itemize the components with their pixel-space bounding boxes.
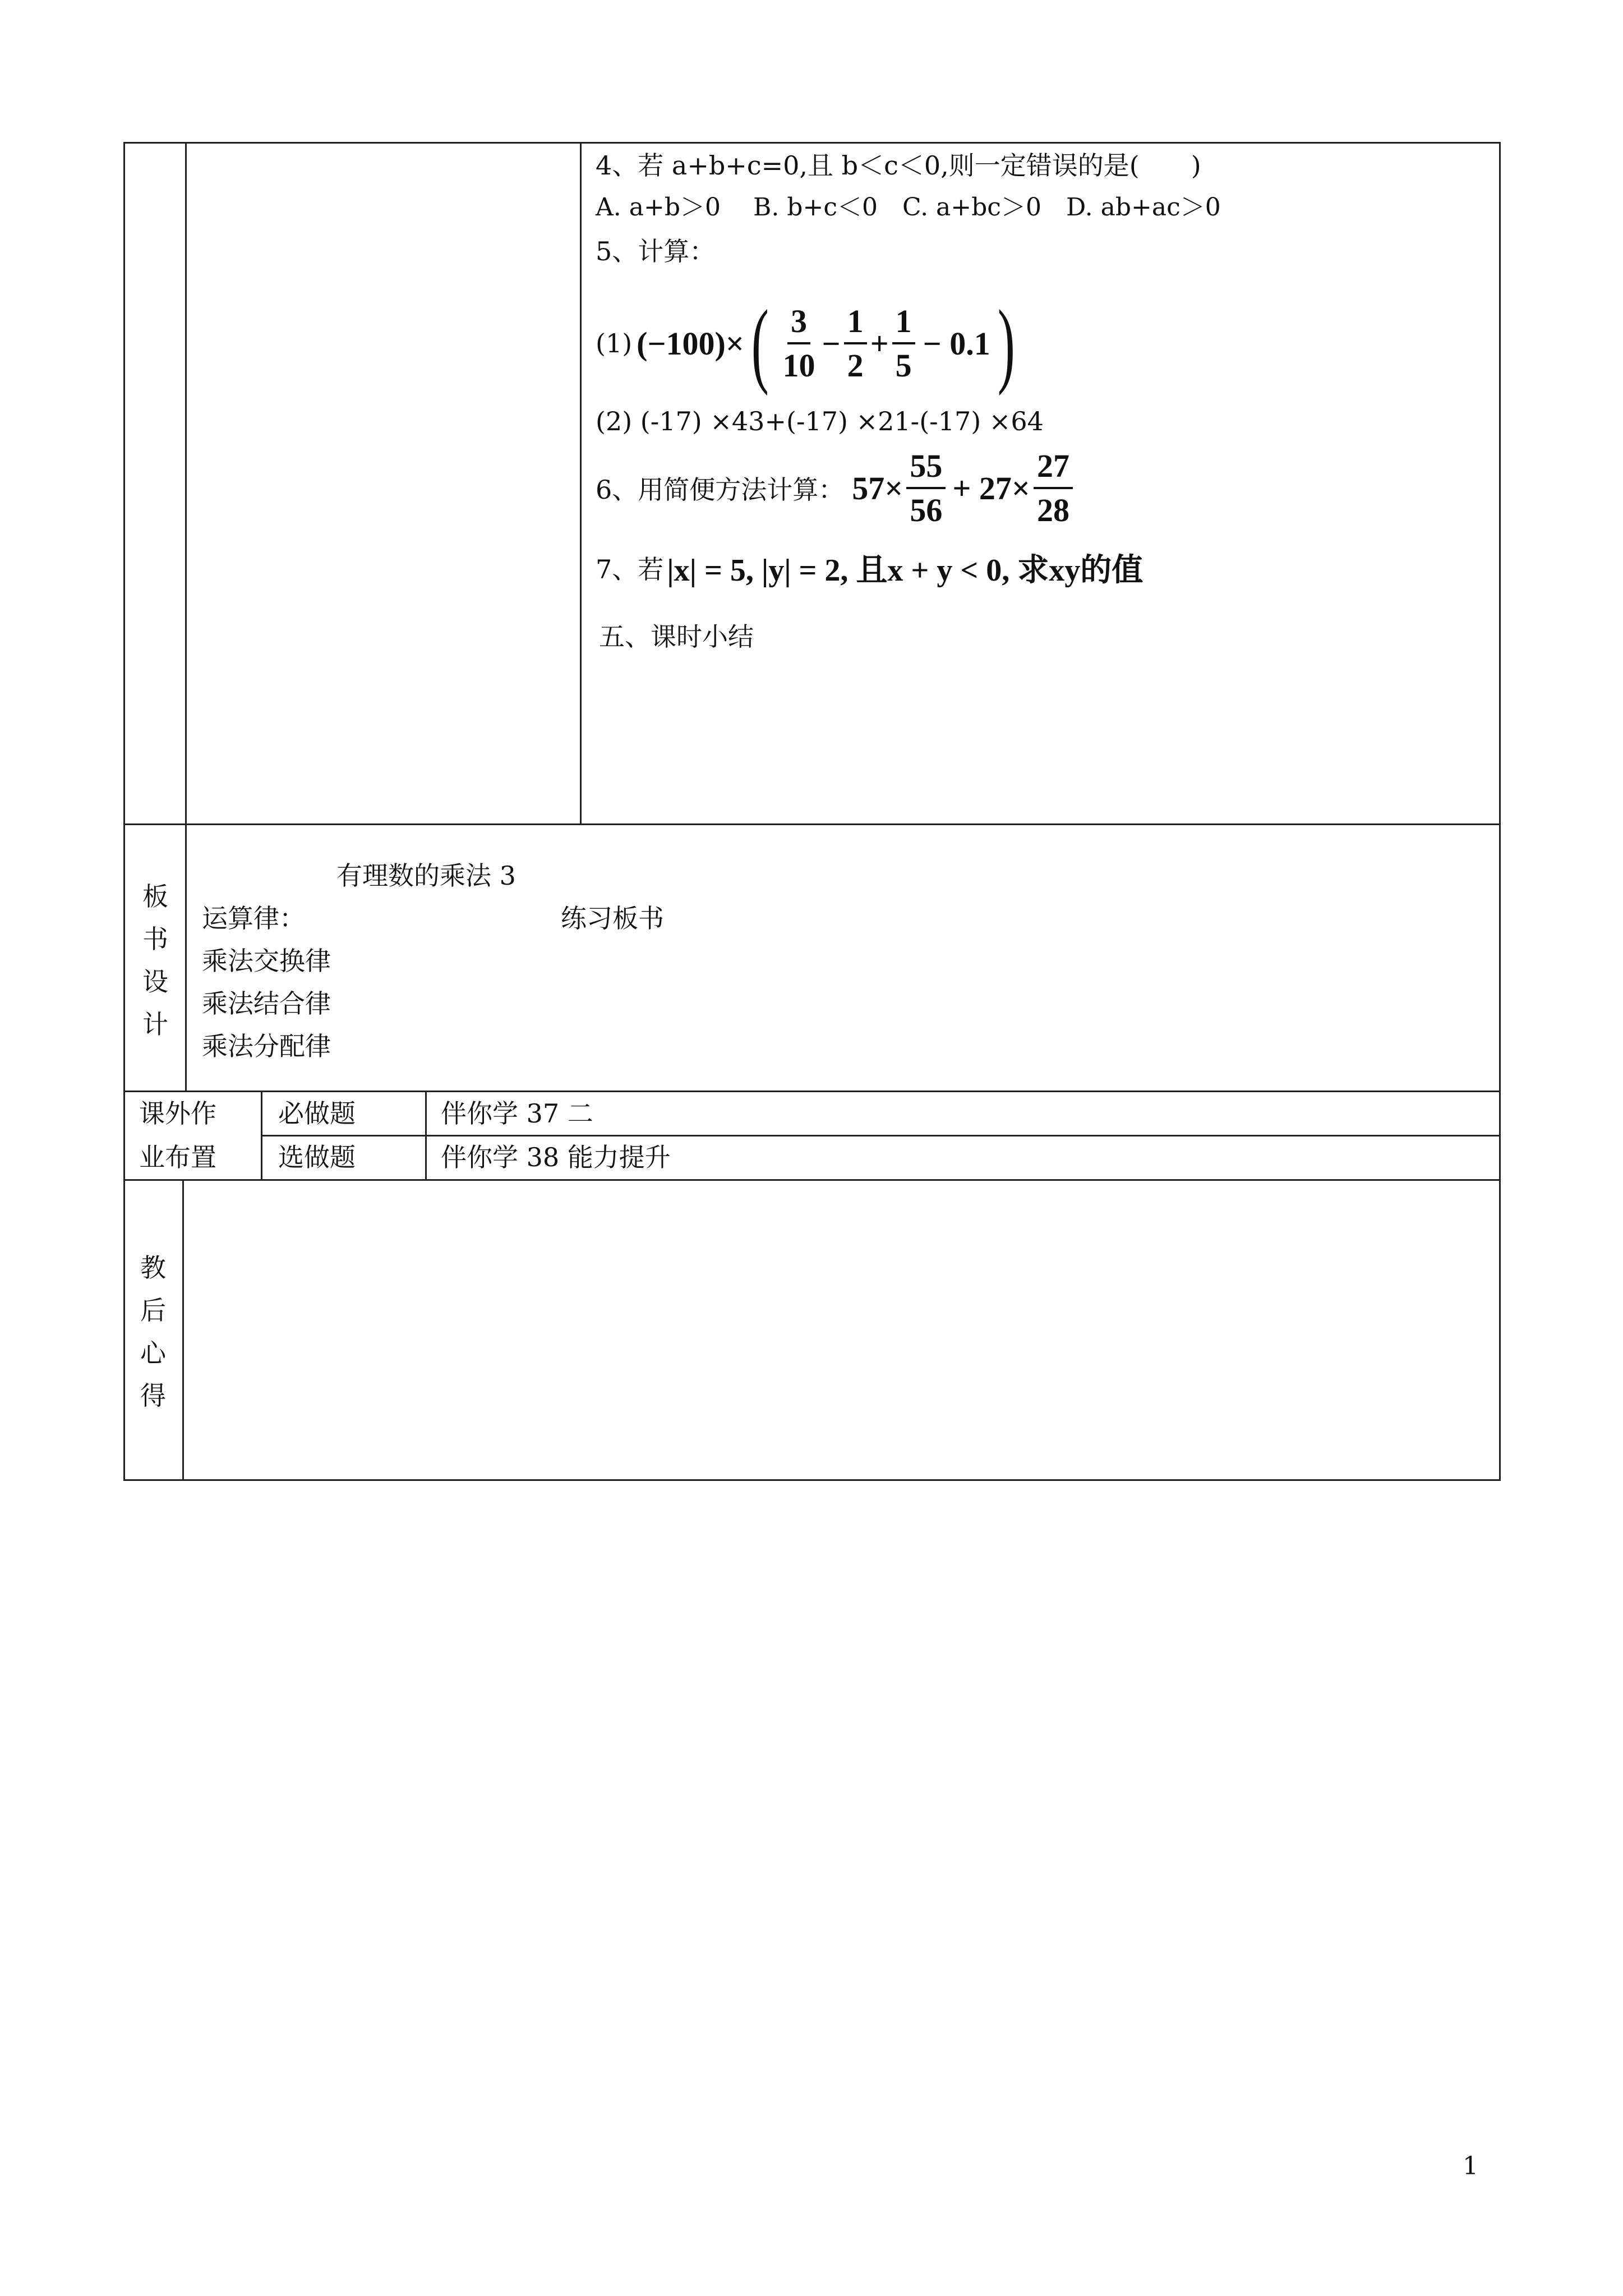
board-law-distributive: 乘法分配律	[202, 1031, 331, 1061]
label-char: 计	[142, 1009, 168, 1039]
divider	[261, 1135, 1501, 1137]
fraction-denominator: 2	[847, 347, 864, 384]
fraction-numerator: 3	[787, 302, 810, 344]
question-6	[596, 443, 1076, 533]
fraction-denominator: 28	[1036, 492, 1069, 528]
table-border-bottom	[123, 1479, 1501, 1481]
divider	[123, 1091, 1501, 1092]
optional-value: 伴你学 38 能力提升	[441, 1142, 671, 1172]
formula-q6	[852, 447, 1076, 529]
question-5-1	[596, 287, 1022, 399]
fraction	[892, 302, 915, 384]
optional-label: 选做题	[278, 1142, 356, 1172]
fraction-numerator: 27	[1034, 447, 1073, 489]
question-7-label: 7、若	[596, 554, 664, 585]
formula-neg-term: (−100)×	[637, 325, 744, 362]
fraction-numerator: 1	[844, 302, 867, 344]
label-char: 教	[140, 1253, 166, 1283]
homework-label-line2: 业布置	[139, 1142, 216, 1172]
formula-term: + 27×	[952, 470, 1030, 507]
label-char: 后	[140, 1295, 166, 1326]
divider	[123, 823, 1501, 825]
required-label: 必做题	[278, 1098, 356, 1129]
board-design-label	[130, 875, 181, 1046]
board-law-commutative: 乘法交换律	[202, 946, 331, 976]
fraction-numerator: 1	[892, 302, 915, 344]
label-char: 书	[142, 924, 168, 954]
question-4: 4、若 a+b+c=0,且 b＜c＜0,则一定错误的是( )	[596, 150, 1201, 181]
divider	[123, 1179, 1501, 1181]
question-5: 5、计算：	[596, 236, 716, 266]
board-law-associative: 乘法结合律	[202, 988, 331, 1019]
fraction	[780, 302, 819, 384]
right-paren: )	[997, 291, 1015, 396]
formula-term: 57×	[852, 470, 903, 507]
divider	[580, 142, 582, 825]
formula-q7: |x| = 5, |y| = 2, 且x + y < 0, 求xy的值	[667, 553, 1144, 588]
fraction	[1034, 447, 1073, 529]
required-value: 伴你学 37 二	[441, 1098, 593, 1129]
fraction-numerator: 55	[906, 447, 946, 489]
operator: +	[870, 325, 889, 362]
formula-q5-1	[637, 291, 1022, 396]
fraction	[844, 302, 867, 384]
fraction-denominator: 5	[895, 347, 912, 384]
label-char: 得	[140, 1381, 166, 1411]
board-title: 有理数的乘法 3	[336, 861, 516, 891]
reflection-label	[128, 1246, 178, 1417]
question-6-label: 6、用简便方法计算：	[596, 475, 845, 505]
table-border-right	[1499, 142, 1501, 1481]
divider	[185, 142, 187, 825]
left-paren: (	[751, 291, 769, 396]
label-char: 板	[142, 881, 168, 912]
board-practice-label: 练习板书	[561, 903, 664, 933]
fraction-denominator: 56	[910, 492, 943, 528]
lesson-summary-heading: 五、课时小结	[599, 622, 754, 652]
label-char: 设	[142, 967, 168, 997]
table-border-left	[123, 142, 125, 1481]
homework-label-line1: 课外作	[139, 1098, 216, 1129]
fraction-denominator: 10	[782, 347, 815, 384]
fraction	[906, 447, 946, 529]
formula-tail: − 0.1	[923, 325, 990, 362]
label-char: 心	[140, 1338, 166, 1368]
board-laws-label: 运算律：	[202, 903, 305, 933]
divider	[182, 1179, 184, 1480]
table-border-top	[123, 142, 1500, 144]
question-5-2: (2) (-17) ×43+(-17) ×21-(-17) ×64	[596, 406, 1044, 436]
operator: −	[822, 325, 841, 362]
question-7	[596, 545, 1143, 590]
page-number: 1	[1463, 2152, 1478, 2180]
question-4-options: A. a+b＞0 B. b+c＜0 C. a+bc＞0 D. ab+ac＞0	[596, 193, 1221, 222]
question-5-1-label: (1)	[596, 328, 633, 358]
divider	[185, 823, 187, 1092]
